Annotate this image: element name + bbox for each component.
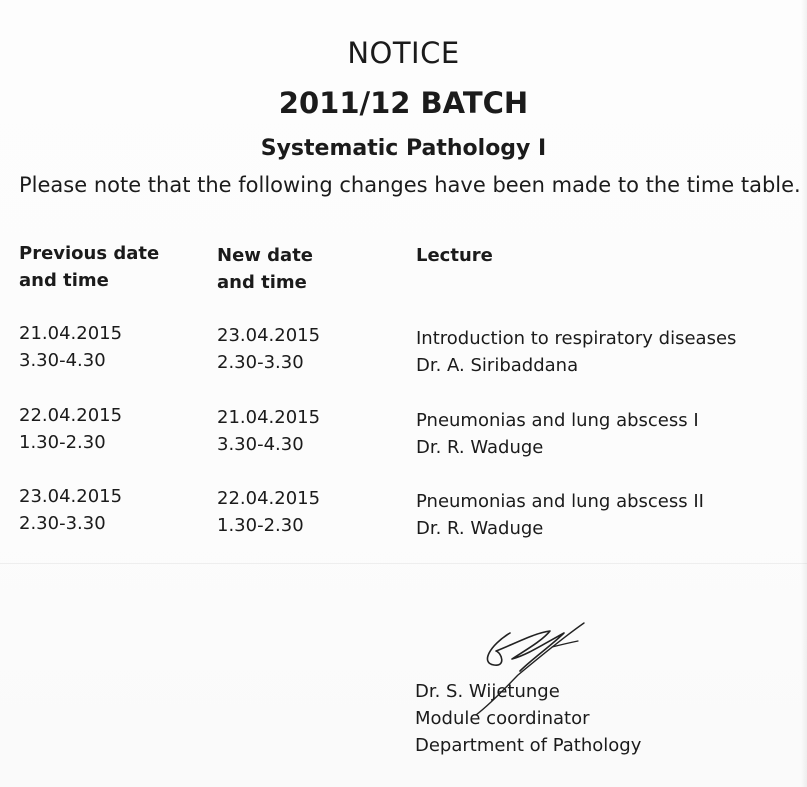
paper-fold-line <box>0 563 807 564</box>
notice-heading: NOTICE <box>347 36 460 70</box>
previous-time: 2.30-3.30 <box>19 513 106 534</box>
signatory-role: Module coordinator <box>415 708 590 729</box>
previous-date: 21.04.2015 <box>19 323 123 344</box>
new-time: 3.30-4.30 <box>217 434 304 455</box>
lecture-title: Introduction to respiratory diseases <box>416 328 737 349</box>
new-time: 2.30-3.30 <box>217 352 304 373</box>
lecturer-name: Dr. R. Waduge <box>416 518 544 539</box>
new-date: 21.04.2015 <box>217 407 321 428</box>
intro-text: Please note that the following changes have been made to the time table. <box>19 173 801 197</box>
new-date: 22.04.2015 <box>217 488 321 509</box>
column-header-new: New date and time <box>217 245 314 293</box>
new-date: 23.04.2015 <box>217 325 321 346</box>
column-header-previous: Previous date and time <box>19 243 160 291</box>
batch-title: 2011/12 BATCH <box>278 86 529 120</box>
lecturer-name: Dr. A. Siribaddana <box>416 355 579 376</box>
lecture-title: Pneumonias and lung abscess I <box>416 410 699 431</box>
signatory-name: Dr. S. Wijetunge <box>415 681 560 702</box>
subject-title: Systematic Pathology I <box>260 136 547 161</box>
column-header-lecture: Lecture <box>416 245 493 266</box>
new-time: 1.30-2.30 <box>217 515 304 536</box>
signature-block <box>415 678 641 759</box>
previous-time: 3.30-4.30 <box>19 350 106 371</box>
lecturer-name: Dr. R. Waduge <box>416 437 544 458</box>
previous-date: 23.04.2015 <box>19 486 123 507</box>
previous-time: 1.30-2.30 <box>19 432 106 453</box>
lecture-title: Pneumonias and lung abscess II <box>416 491 704 512</box>
previous-date: 22.04.2015 <box>19 405 123 426</box>
signatory-department: Department of Pathology <box>415 735 642 756</box>
